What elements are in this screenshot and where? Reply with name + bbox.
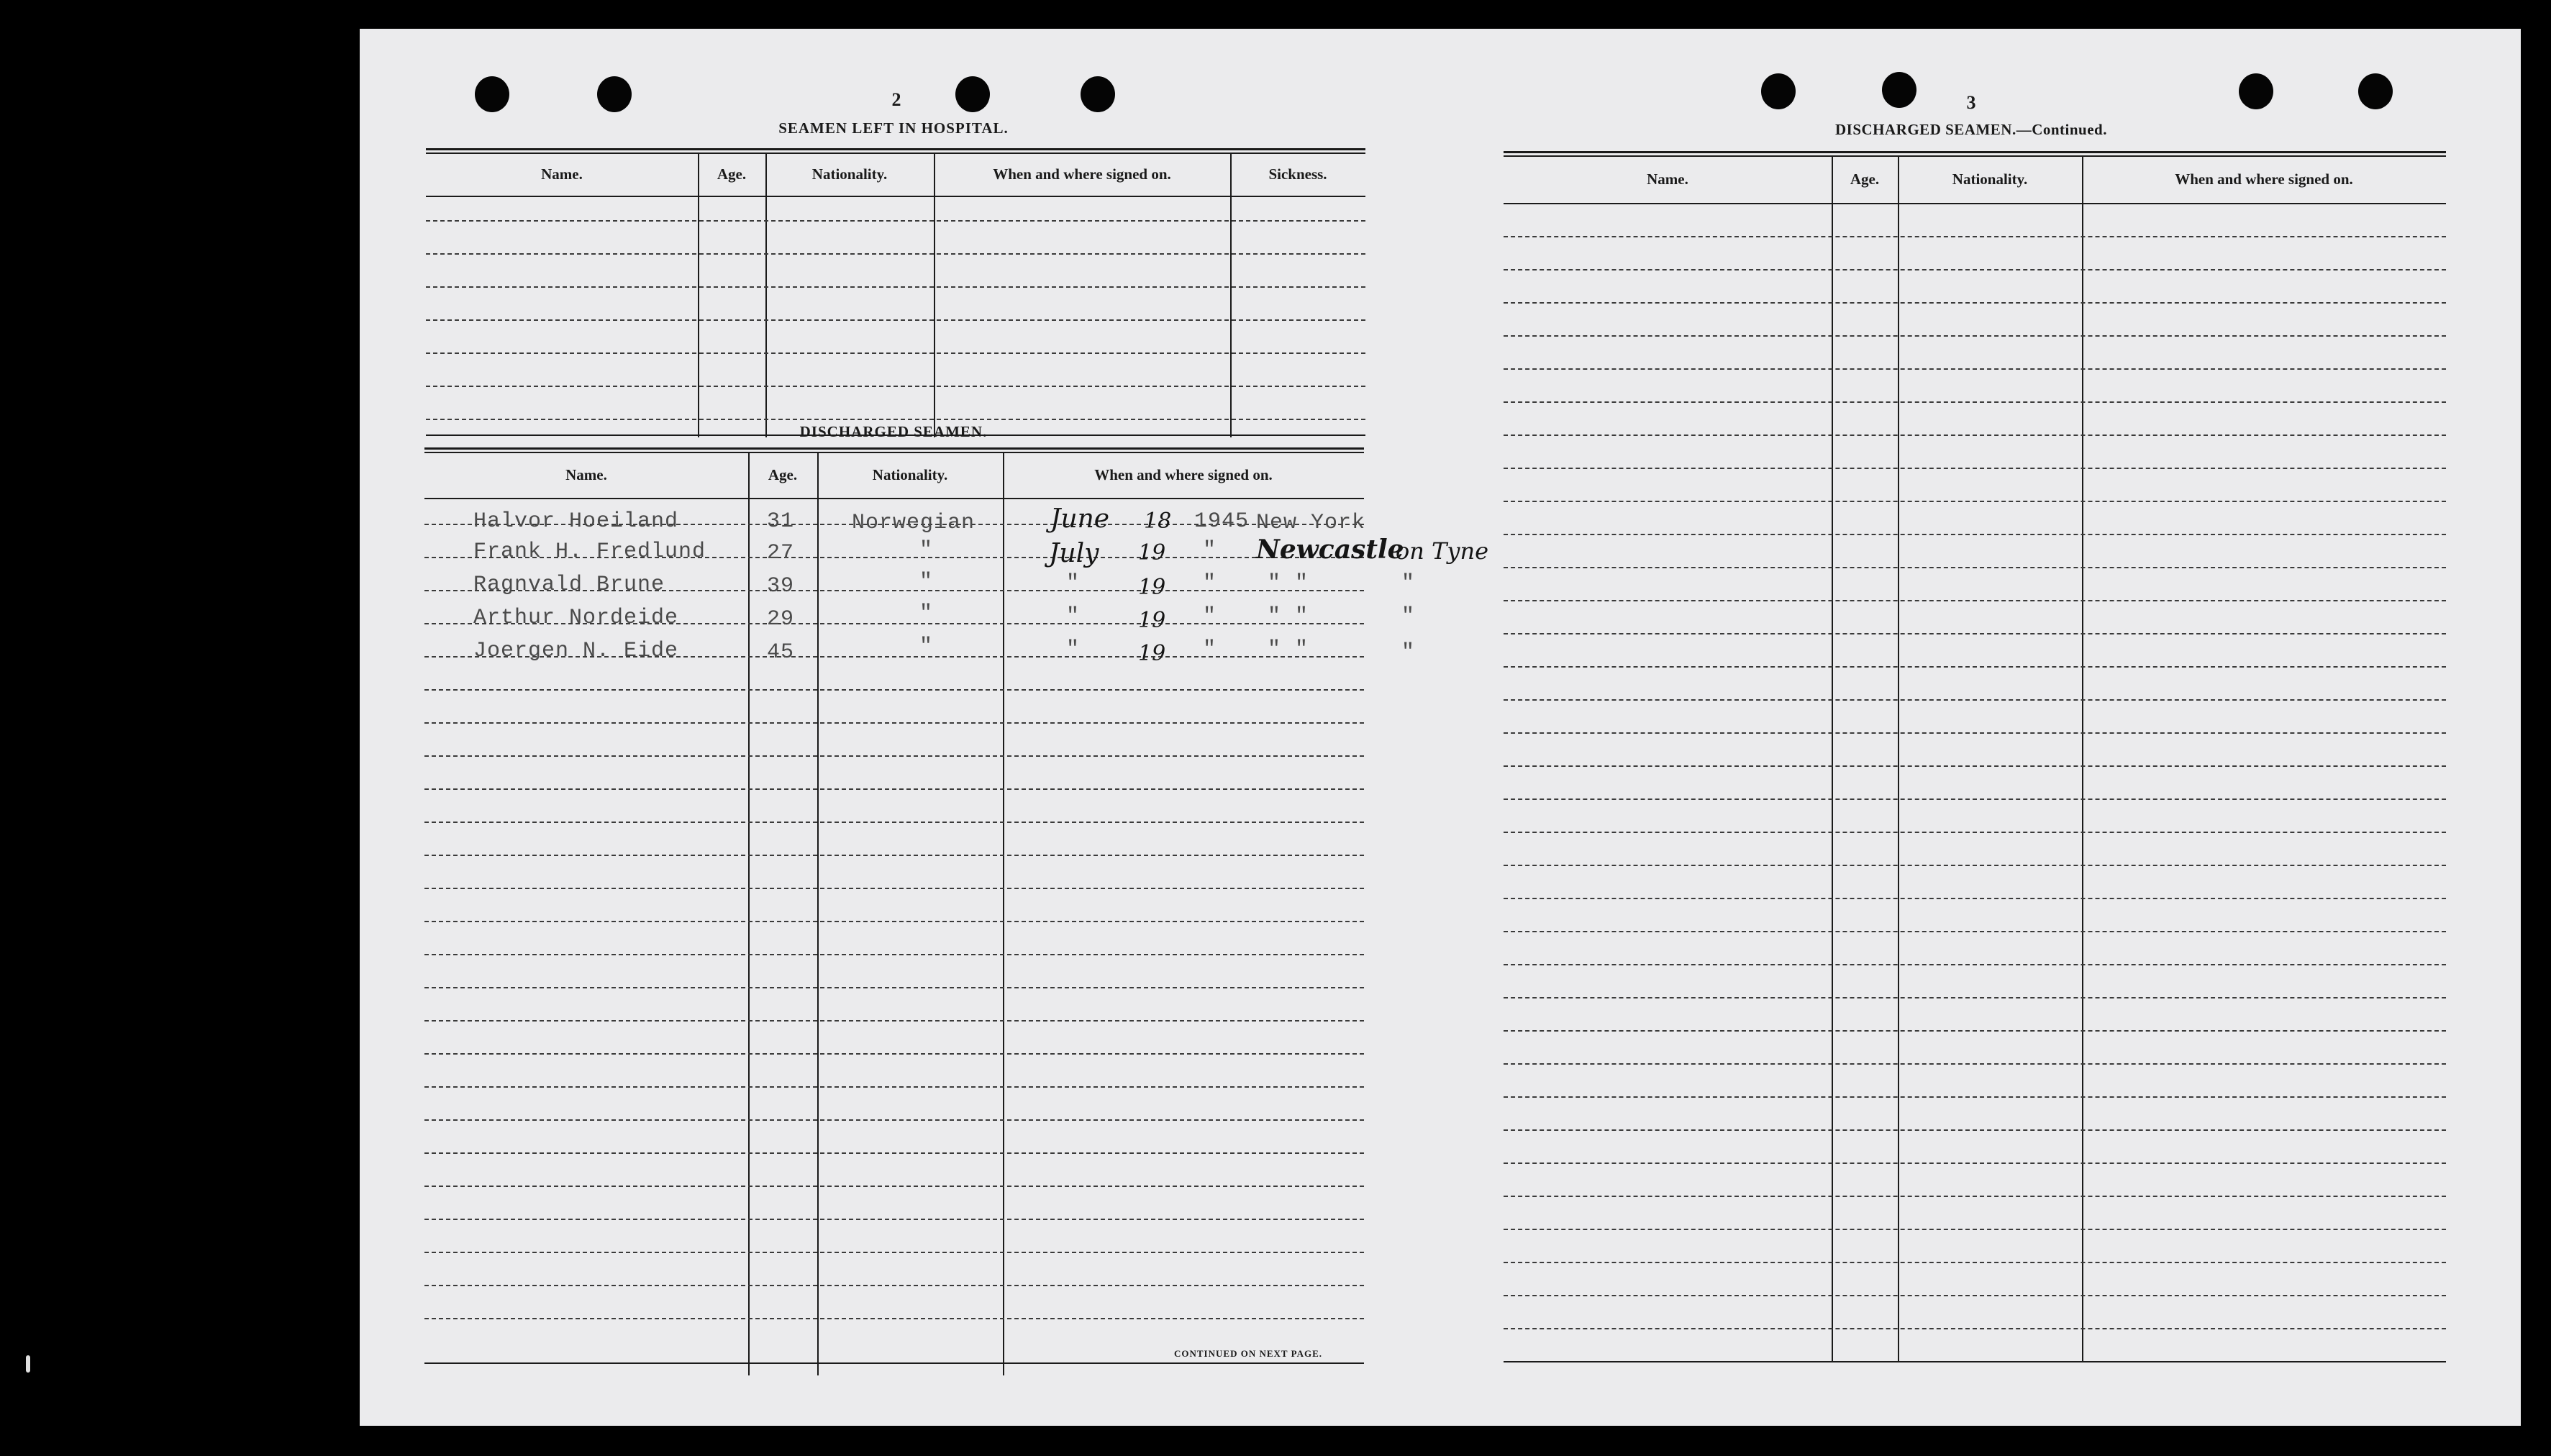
- signed-on-place: " ": [1268, 637, 1309, 662]
- signed-on-month: ": [1066, 637, 1081, 662]
- seaman-nationality: ": [919, 538, 934, 563]
- page-number-right: 3: [1966, 92, 1976, 113]
- hospital-table: [426, 148, 1365, 437]
- signed-on-year: ": [1203, 538, 1217, 563]
- signed-on-place-extra: ": [1401, 571, 1416, 596]
- signed-on-year: ": [1203, 637, 1217, 662]
- seaman-name: Frank H. Fredlund: [473, 540, 706, 564]
- seaman-name: Halvor Hoeiland: [473, 509, 679, 534]
- right-col-name: Name.: [1647, 170, 1688, 188]
- seaman-name: Arthur Nordeide: [473, 606, 679, 630]
- signed-on-day: 19: [1138, 641, 1166, 666]
- discharged-col-age: Age.: [768, 465, 798, 483]
- punch-hole: [2239, 73, 2273, 109]
- signed-on-day: 19: [1138, 540, 1166, 565]
- discharged-section-title: DISCHARGED SEAMEN.: [799, 423, 988, 440]
- continued-footer: CONTINUED ON NEXT PAGE.: [1174, 1348, 1322, 1359]
- discharged-col-name: Name.: [565, 465, 607, 483]
- signed-on-place-extra: ": [1401, 640, 1416, 665]
- punch-hole: [475, 76, 509, 112]
- signed-on-place: New York: [1256, 511, 1366, 535]
- seaman-age: 27: [767, 541, 795, 565]
- signed-on-year: ": [1203, 604, 1217, 629]
- right-col-nationality: Nationality.: [1952, 170, 2028, 188]
- signed-on-year: ": [1203, 571, 1217, 596]
- signed-on-place-extra: ": [1401, 604, 1416, 629]
- page-number-left: 2: [891, 89, 901, 110]
- signed-on-place-extra: on Tyne: [1396, 537, 1489, 565]
- seaman-nationality: Norwegian: [852, 511, 976, 535]
- film-edge-mark: [26, 1355, 30, 1373]
- punch-hole: [2358, 73, 2393, 109]
- discharged-continued-title: DISCHARGED SEAMEN.—Continued.: [1835, 121, 2107, 138]
- discharged-table-right: [1504, 151, 2446, 1381]
- seaman-age: 31: [767, 509, 795, 534]
- signed-on-month: ": [1066, 571, 1081, 596]
- punch-hole: [597, 76, 632, 112]
- hospital-col-signed-on: When and where signed on.: [993, 165, 1171, 183]
- discharged-col-nationality: Nationality.: [872, 465, 948, 483]
- seaman-name: Joergen N. Eide: [473, 639, 679, 663]
- right-col-signed-on: When and where signed on.: [2175, 170, 2353, 188]
- signed-on-place: " ": [1268, 571, 1309, 596]
- seaman-name: Ragnvald Brune: [473, 573, 665, 597]
- punch-hole: [1761, 73, 1796, 109]
- hospital-col-name: Name.: [541, 165, 583, 183]
- seaman-nationality: ": [919, 634, 934, 659]
- seaman-nationality: ": [919, 570, 934, 594]
- seaman-nationality: ": [919, 601, 934, 626]
- hospital-col-nationality: Nationality.: [811, 165, 888, 183]
- signed-on-day: 19: [1138, 608, 1166, 633]
- signed-on-day: 19: [1138, 575, 1166, 600]
- hospital-col-age: Age.: [717, 165, 747, 183]
- seaman-age: 45: [767, 640, 795, 665]
- signed-on-month: June: [1050, 504, 1110, 534]
- punch-hole: [1081, 76, 1115, 112]
- discharged-col-signed-on: When and where signed on.: [1094, 465, 1273, 483]
- punch-hole: [1882, 72, 1916, 108]
- signed-on-month: July: [1049, 539, 1099, 568]
- hospital-col-sickness: Sickness.: [1268, 165, 1327, 183]
- seaman-age: 29: [767, 607, 795, 632]
- signed-on-day: 18: [1144, 509, 1172, 534]
- seaman-age: 39: [767, 574, 795, 599]
- signed-on-place: " ": [1268, 604, 1309, 629]
- signed-on-place: Newcastle: [1256, 534, 1404, 565]
- signed-on-year: 1945: [1194, 509, 1250, 534]
- document-page: [360, 29, 2521, 1426]
- hospital-section-title: SEAMEN LEFT IN HOSPITAL.: [778, 119, 1009, 137]
- punch-hole: [955, 76, 990, 112]
- right-col-age: Age.: [1850, 170, 1880, 188]
- signed-on-month: ": [1066, 604, 1081, 629]
